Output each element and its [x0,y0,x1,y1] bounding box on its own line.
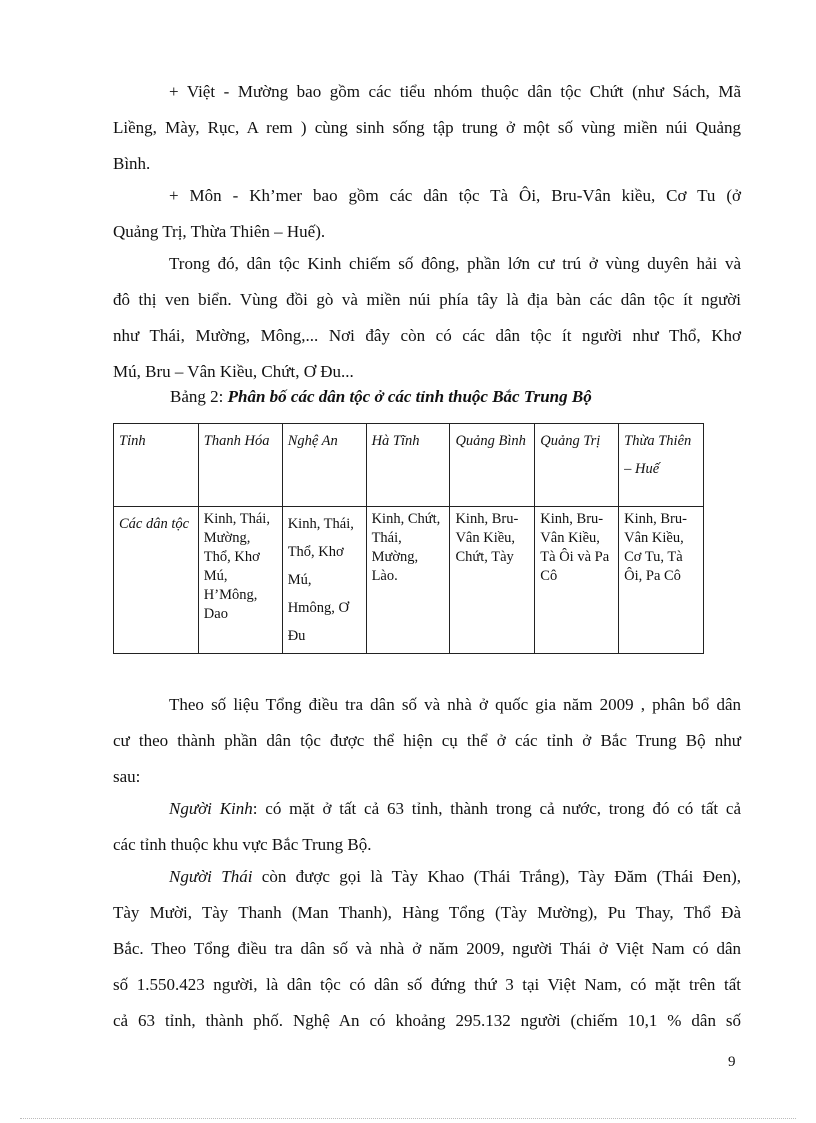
header-cell-province: Tỉnh [114,424,199,507]
text-line: Bình. [113,154,151,173]
table-cell: Kinh, Bru-Vân Kiều, Chứt, Tày [450,507,535,654]
text-line: cả 63 tỉnh, thành phố. Nghệ An có khoảng 295.132 người (chiếm 10,1 % dân số [113,1011,741,1030]
header-cell: Quảng Trị [535,424,619,507]
text-line: như Thái, Mường, Mông,... Nơi đây còn có các dân tộc ít người như Thổ, Khơ [113,326,741,345]
caption-prefix: Bảng 2: [170,387,228,406]
header-cell: Hà Tĩnh [366,424,450,507]
table-cell: Kinh, Bru-Vân Kiều, Tà Ôi và Pa Cô [535,507,619,654]
table-cell: Kinh, Thái, Mường, Thổ, Khơ Mú, H’Mông, Dao [198,507,282,654]
page-number: 9 [728,1054,736,1070]
header-cell: Nghệ An [282,424,366,507]
text-line: Mú, Bru – Vân Kiều, Chứt, Ơ Đu... [113,362,354,381]
header-cell: Thừa Thiên – Huế [619,424,704,507]
row-label-cell: Các dân tộc [114,507,199,654]
text-line [113,859,741,895]
paragraph-census [113,687,741,795]
text-line: Trong đó, dân tộc Kinh chiếm số đông, phần lớn cư trú ở vùng duyên hải và [169,254,741,273]
text-line: + Việt - Mường bao gồm các tiểu nhóm thuộc dân tộc Chứt (như Sách, Mã [169,82,741,101]
text-line: đô thị ven biển. Vùng đồi gò và miền núi phía tây là địa bàn các dân tộc ít người [113,290,741,309]
ethnic-distribution-table [113,423,704,654]
caption-title: Phân bố các dân tộc ở các tỉnh thuộc Bắc Trung Bộ [227,387,592,406]
table-cell: Kinh, Bru-Vân Kiều, Cơ Tu, Tà Ôi, Pa Cô [619,507,704,654]
paragraph-viet-muong [113,74,741,182]
text-line: cư theo thành phần dân tộc được thể hiện cụ thể ở các tỉnh ở Bắc Trung Bộ như [113,731,741,750]
text-fragment: : có mặt ở tất cả 63 tỉnh, thành trong cả nước, trong đó có tất cả [252,799,741,818]
table-caption [170,387,592,407]
text-line [113,791,741,827]
text-line: các tỉnh thuộc khu vực Bắc Trung Bộ. [113,835,372,854]
header-cell: Quảng Bình [450,424,535,507]
paragraph-thai [113,859,741,1039]
text-line: Liềng, Mày, Rục, A rem ) cùng sinh sống tập trung ở một số vùng miền núi Quảng [113,118,741,137]
term-kinh: Người Kinh [169,799,253,818]
text-line: sau: [113,767,141,786]
page-divider [20,1118,796,1119]
table-row [114,507,704,654]
text-line: Bắc. Theo Tổng điều tra dân số và nhà ở năm 2009, người Thái ở Việt Nam có dân [113,939,741,958]
paragraph-distribution [113,246,741,390]
text-line: Theo số liệu Tổng điều tra dân số và nhà ở quốc gia năm 2009 , phân bổ dân [169,695,741,714]
text-line: Quảng Trị, Thừa Thiên – Huế). [113,222,326,241]
table-cell: Kinh, Thái, Thổ, Khơ Mú, Hmông, Ơ Đu [282,507,366,654]
paragraph-mon-khmer [113,178,741,250]
term-thai: Người Thái [169,867,253,886]
table-header-row [114,424,704,507]
table-cell: Kinh, Chứt, Thái, Mường, Lào. [366,507,450,654]
header-cell: Thanh Hóa [198,424,282,507]
text-line: + Môn - Kh’mer bao gồm các dân tộc Tà Ôi, Bru-Vân kiều, Cơ Tu (ở [169,186,741,205]
text-line: Tày Mười, Tày Thanh (Man Thanh), Hàng Tổng (Tày Mường), Pu Thay, Thổ Đà [113,903,741,922]
text-line: số 1.550.423 người, là dân tộc có dân số đứng thứ 3 tại Việt Nam, có mặt trên tất [113,975,741,994]
text-fragment: còn được gọi là Tày Khao (Thái Trắng), Tày Đăm (Thái Đen), [252,867,741,886]
paragraph-kinh [113,791,741,863]
